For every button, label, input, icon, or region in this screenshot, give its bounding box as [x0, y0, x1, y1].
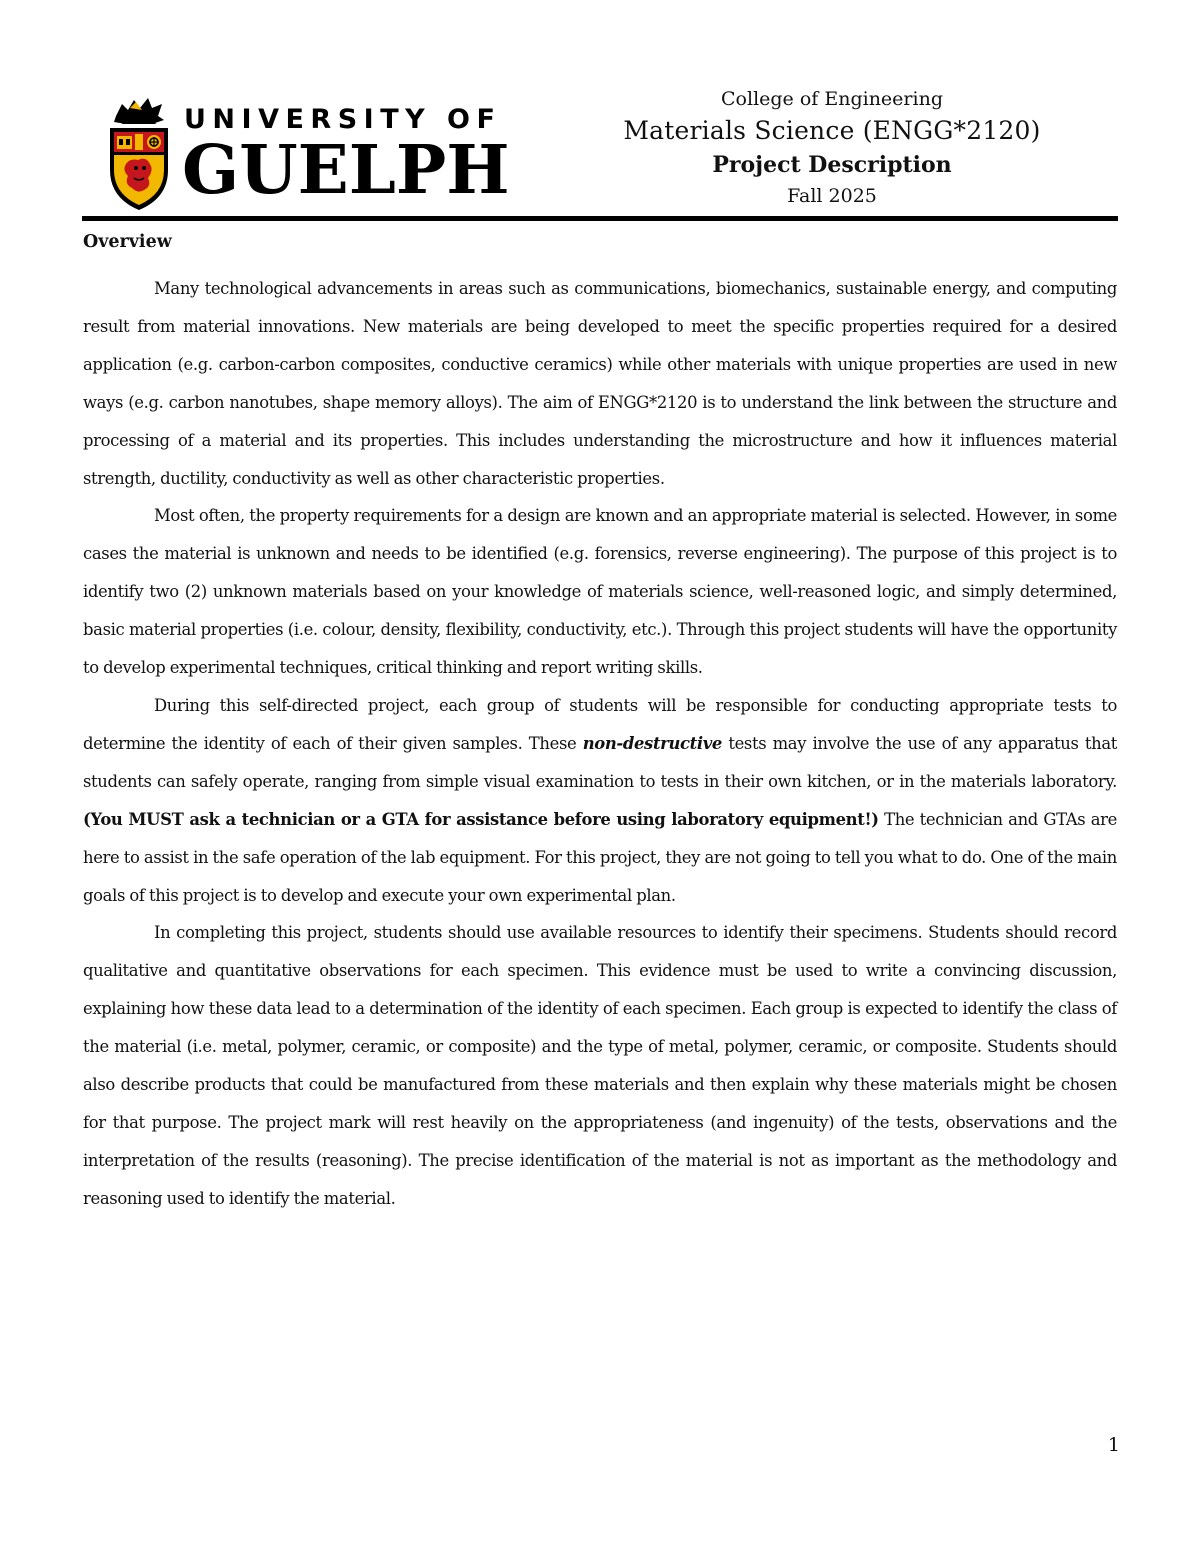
emphasis-non-destructive: non-destructive	[582, 733, 722, 753]
paragraph-3-part-a: During this self-directed project, each group of students will be responsible for conducting appropriate tests to determine the identity of each of their given samples. These	[83, 695, 1117, 753]
college-name: College of Engineering	[721, 88, 943, 110]
safety-warning: (You MUST ask a technician or a GTA for assistance before using laboratory equipment!)	[83, 809, 879, 829]
paragraph-1: Many technological advancements in areas such as communications, biomechanics, sustainable energy, and computing result from material innovations. New materials are being developed to meet the specific properties required for a desired application (e.g. carbon-carbon composites, conductive ceramics) while other materials with unique properties are used in new ways (e.g. carbon nanotubes, shape memory alloys). The aim of ENGG*2120 is to understand the link between the structure and processing of a material and its properties. This includes understanding the microstructure and how it influences material strength, ductility, conductivity as well as other characteristic properties.	[83, 279, 1117, 488]
logo-wordmark-bottom: GUELPH	[182, 130, 510, 209]
document-title: Project Description	[712, 152, 952, 178]
header-divider	[82, 216, 1118, 221]
document-header	[560, 85, 1104, 211]
course-title: Materials Science (ENGG*2120)	[623, 116, 1041, 145]
logo-wordmark-top: UNIVERSITY OF	[184, 104, 502, 135]
paragraph-3	[83, 687, 1117, 914]
paragraph-3-part-c: The technician and GTAs are here to assist in the safe operation of the lab equipment. For this project, they are not going to tell you what to do. One of the main goals of this project is to develop and execute your own experimental plan.	[83, 809, 1118, 905]
paragraph-3-part-b: tests may involve the use of any apparatus that students can safely operate, ranging from simple visual examination to tests in their own kitchen, or in the materials laboratory.	[83, 733, 1117, 791]
paragraph-2: Most often, the property requirements for a design are known and an appropriate material is selected. However, in some cases the material is unknown and needs to be identified (e.g. forensics, reverse engineering). The purpose of this project is to identify two (2) unknown materials based on your knowledge of materials science, well-reasoned logic, and simply determined, basic material properties (i.e. colour, density, flexibility, conductivity, etc.). Through this project students will have the opportunity to develop experimental techniques, critical thinking and report writing skills.	[83, 506, 1117, 678]
section-heading-overview: Overview	[83, 232, 172, 252]
paragraph-4: In completing this project, students should use available resources to identify their specimens. Students should record qualitative and quantitative observations for each specimen. This evidence must be used to write a convincing discussion, explaining how these data lead to a determination of the identity of each specimen. Each group is expected to identify the class of the material (i.e. metal, polymer, ceramic, or composite) and the type of metal, polymer, ceramic, or composite. Students should also describe products that could be manufactured from these materials and then explain why these materials might be chosen for that purpose. The project mark will rest heavily on the appropriateness (and ingenuity) of the tests, observations and the interpretation of the results (reasoning). The precise identification of the material is not as important as the methodology and reasoning used to identify the material.	[83, 923, 1117, 1208]
term: Fall 2025	[787, 185, 877, 207]
university-logo	[108, 92, 510, 214]
overview-body	[83, 270, 1117, 1218]
university-crest-icon	[108, 94, 170, 212]
page-number: 1	[1107, 1434, 1120, 1456]
